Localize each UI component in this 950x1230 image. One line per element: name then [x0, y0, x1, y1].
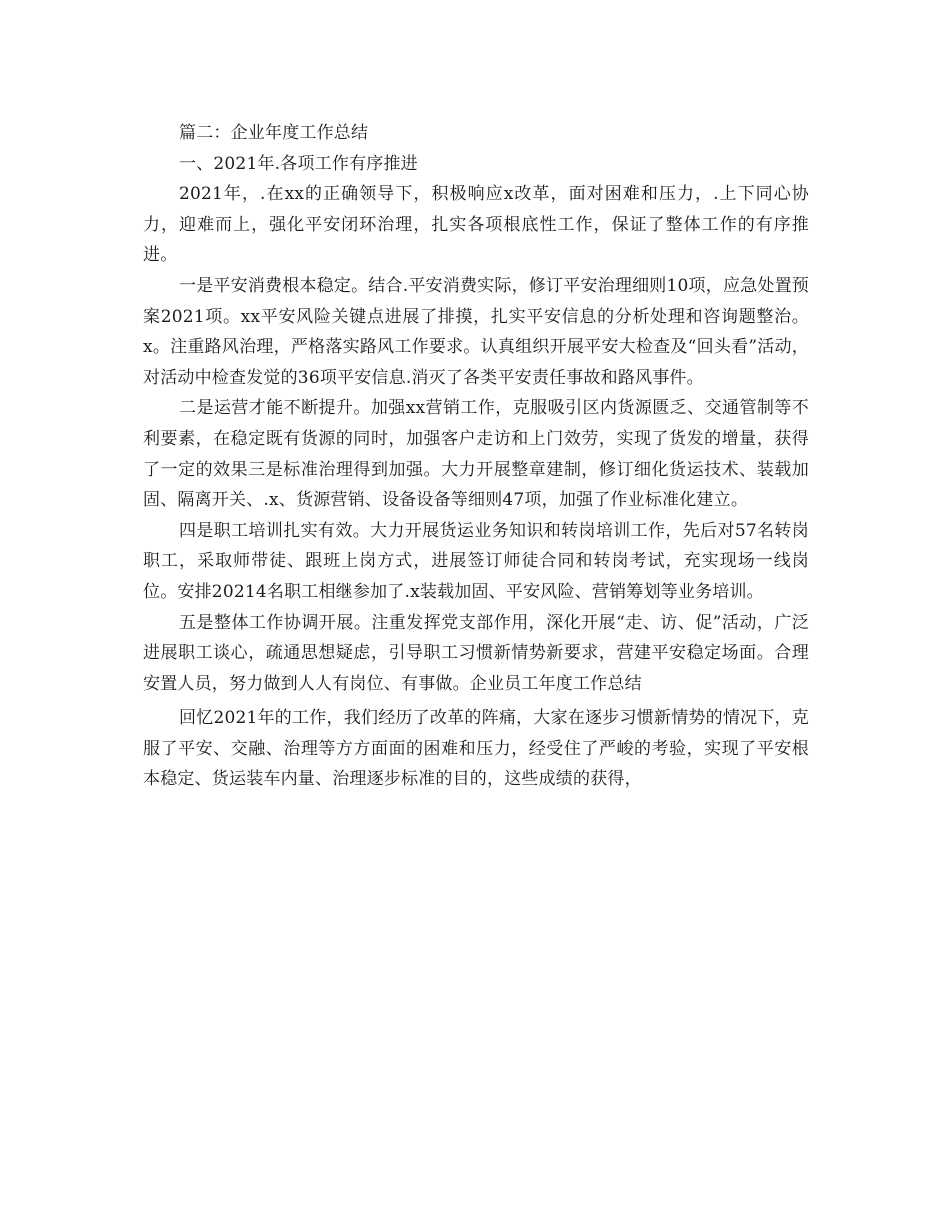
body-paragraph: 二是运营才能不断提升。加强xx营销工作，克服吸引区内货源匮乏、交通管制等不利要素，在稳定既有货源的同时，加强客户走访和上门效劳，实现了货发的增量，获得了一定的效果三是标准治理得到加强。大力开展整章建制，修订细化货运技术、装载加固、隔离开关、.x、货源营销、设备设备等细则47项，加强了作业标准化建立。 [143, 398, 809, 511]
document-body [143, 118, 809, 795]
body-paragraph: 一是平安消费根本稳定。结合.平安消费实际，修订平安治理细则10项，应急处置预案2021项。xx平安风险关键点进展了排摸，扎实平安信息的分析处理和咨询题整治。x。注重路风治理，严格落实路风工作要求。认真组织开展平安大检查及“回头看”活动，对活动中检查发觉的36项平安信息.消灭了各类平安责任事故和路风事件。 [143, 275, 809, 388]
body-paragraph: 回忆2021年的工作，我们经历了改革的阵痛，大家在逐步习惯新情势的情况下，克服了平安、交融、治理等方方面面的困难和压力，经受住了严峻的考验，实现了平安根本稳定、货运装车内量、治理逐步标准的目的，这些成绩的获得， [143, 708, 809, 790]
body-paragraph: 五是整体工作协调开展。注重发挥党支部作用，深化开展“走、访、促”活动，广泛进展职工谈心，疏通思想疑虑，引导职工习惯新情势新要求，营建平安稳定场面。合理安置人员，努力做到人人有岗位、有事做。企业员工年度工作总结 [143, 612, 809, 694]
body-paragraph: 四是职工培训扎实有效。大力开展货运业务知识和转岗培训工作，先后对57名转岗职工，采取师带徒、跟班上岗方式，进展签订师徒合同和转岗考试，充实现场一线岗位。安排20214名职工相继参加了.x装载加固、平安风险、营销筹划等业务培训。 [143, 520, 809, 602]
body-paragraph: 2021年，.在xx的正确领导下，积极响应x改革，面对困难和压力，.上下同心协力，迎难而上，强化平安闭环治理，扎实各项根底性工作，保证了整体工作的有序推进。 [143, 184, 809, 266]
section-title: 篇二：企业年度工作总结 [179, 123, 369, 143]
section-heading: 一、2021年.各项工作有序推进 [179, 153, 418, 174]
